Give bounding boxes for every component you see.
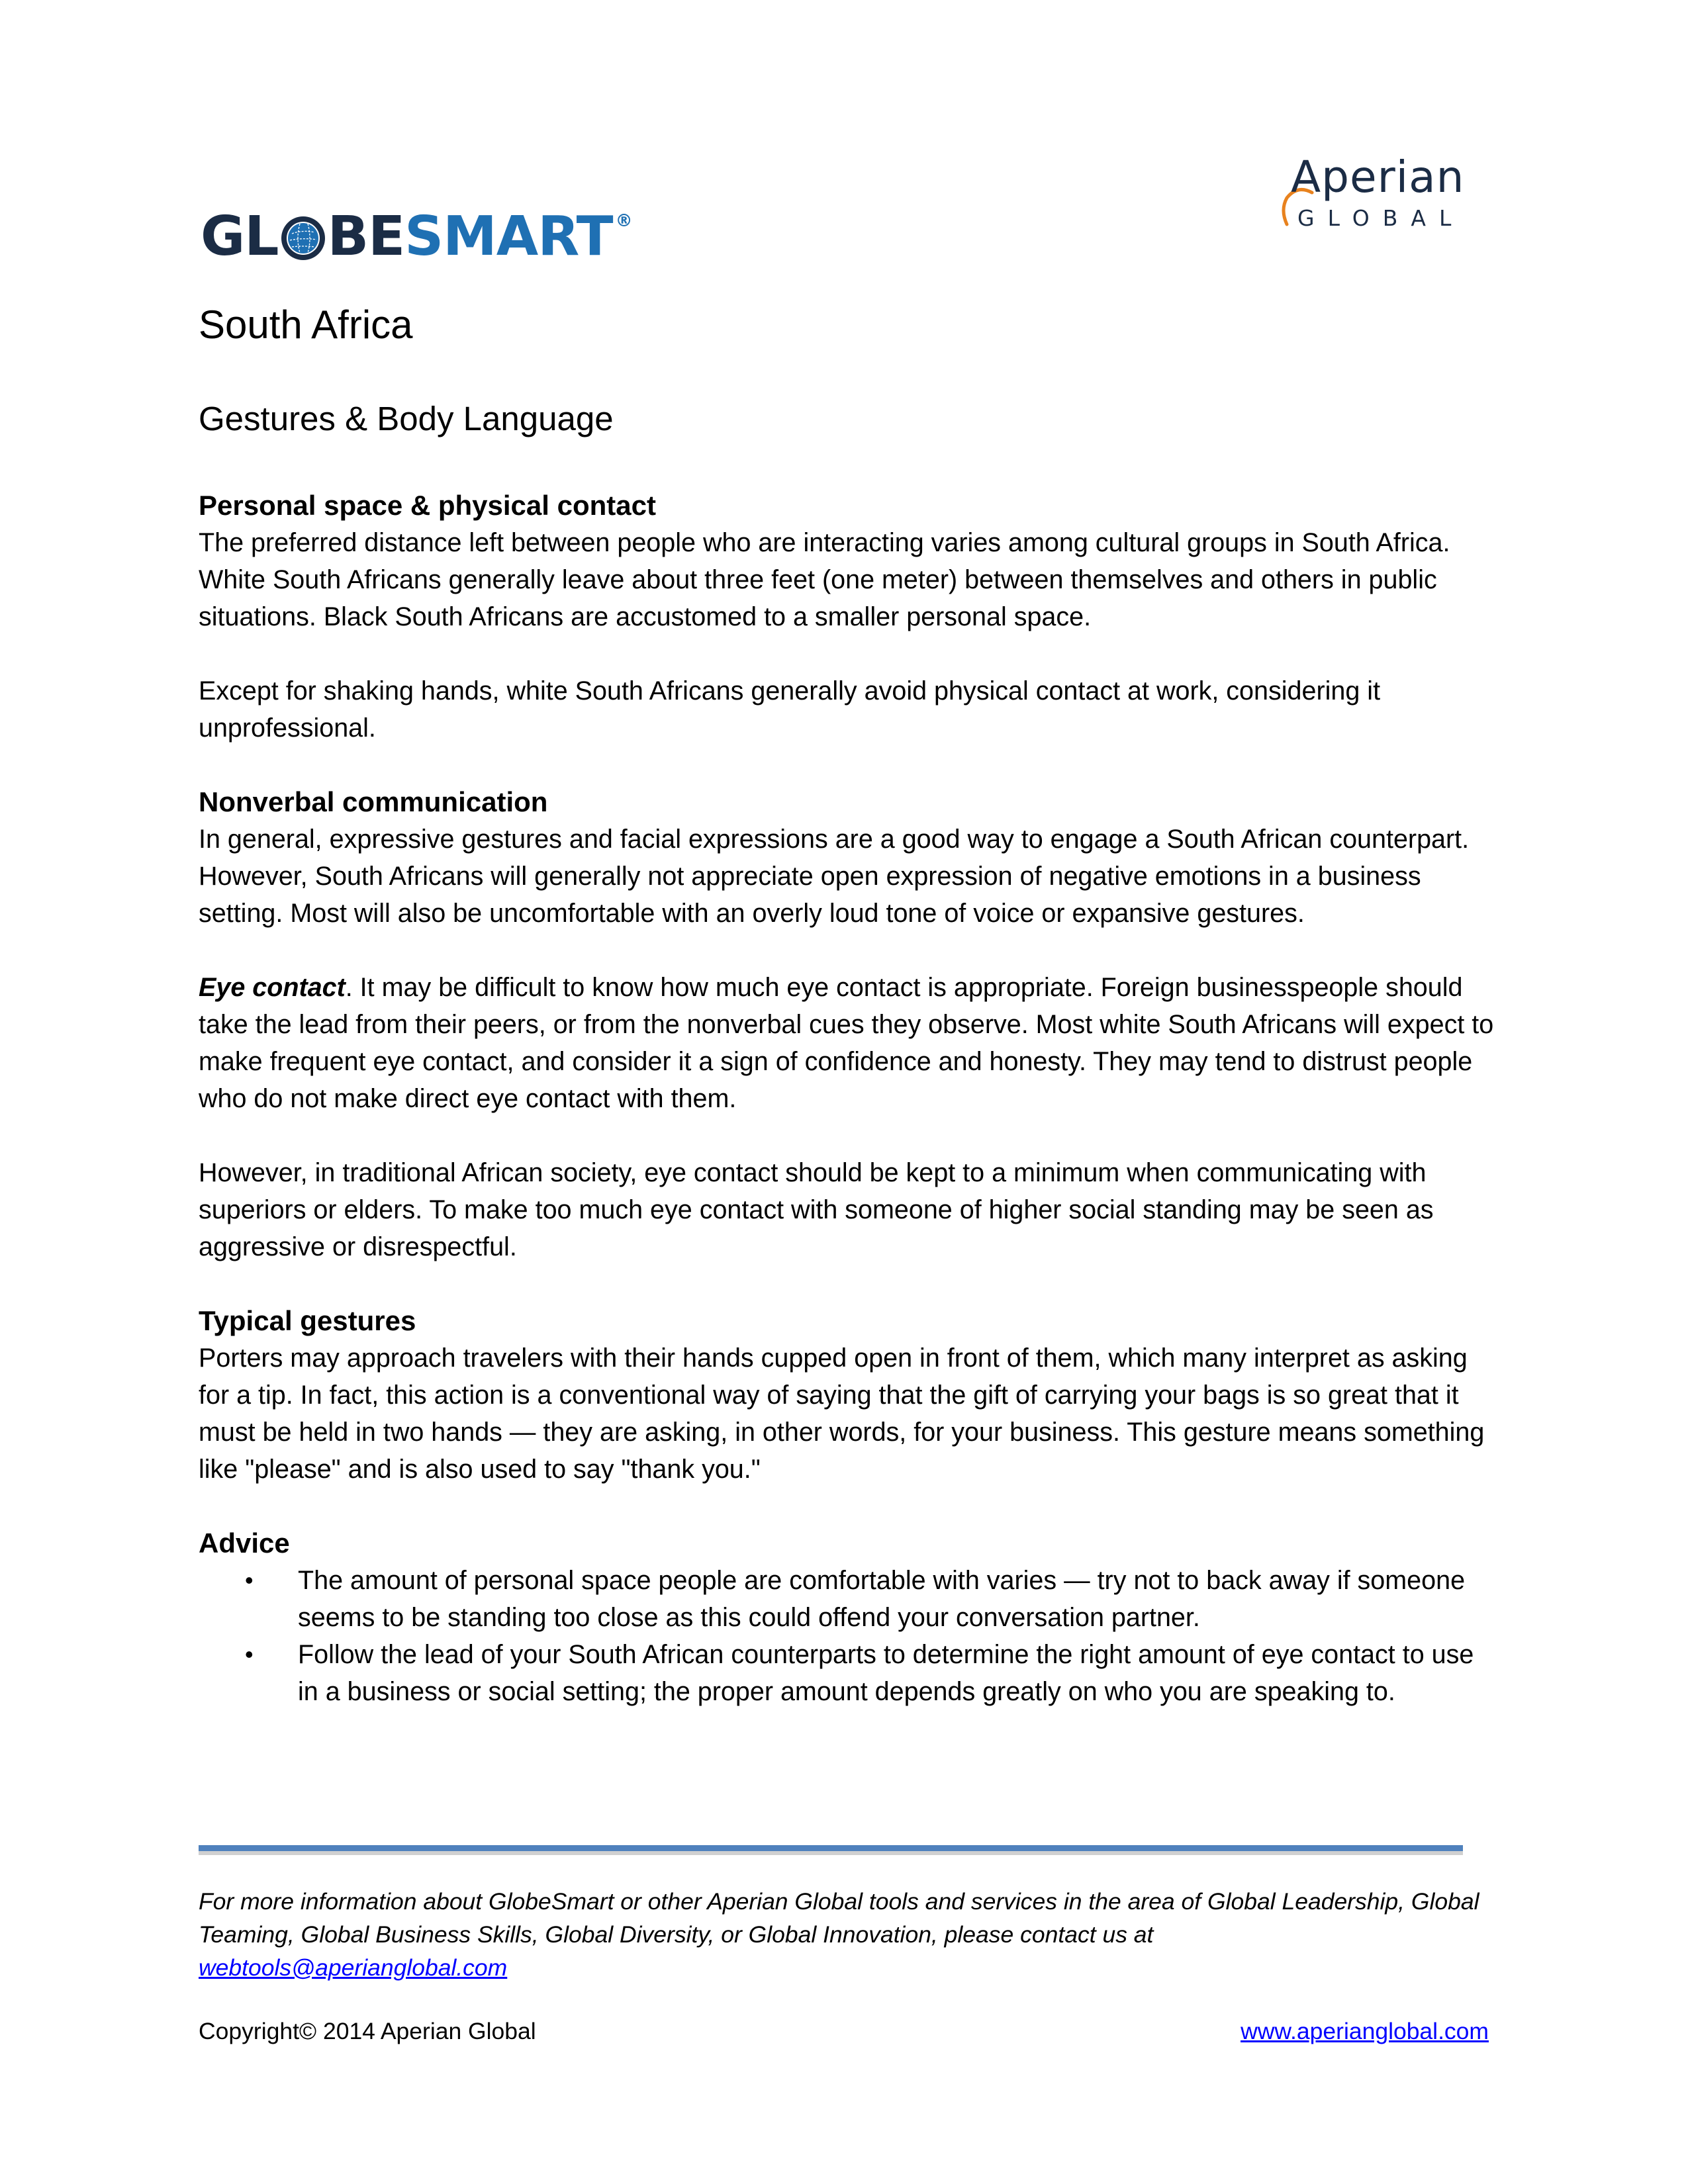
list-item-text: The amount of personal space people are comfortable with varies — try not to back away if someone seems to be standing too close as this could offend your conversation partner. (298, 1566, 1466, 1632)
registered-mark: ® (615, 211, 632, 231)
section-heading: Personal space & physical contact (199, 490, 656, 521)
logo-global-text: GLOBAL (1297, 205, 1465, 231)
logo-text-be: BE (327, 205, 405, 268)
footer-divider (199, 1845, 1463, 1851)
list-item (199, 1636, 1496, 1710)
paragraph: In general, expressive gestures and facial expressions are a good way to engage a South African counterpart. However, South Africans will generally not appreciate open expression of negative emotions in a business setting. Most will also be uncomfortable with an overly loud tone of voice or expansive gestures. (199, 825, 1470, 928)
advice-list (199, 1562, 1496, 1710)
section-nonverbal (199, 784, 1496, 1265)
list-item (199, 1562, 1496, 1636)
paragraph: However, in traditional African society, eye contact should be kept to a minimum when communicating with superiors or elders. To make too much eye contact with someone of higher social standing may be seen as aggressive or disrespectful. (199, 1158, 1434, 1261)
paragraph: The preferred distance left between people who are interacting varies among cultural groups in South Africa. White South Africans generally leave about three feet (one meter) between themselves and others in public situations. Black South Africans are accustomed to a smaller personal space. (199, 528, 1450, 631)
topic-title: Gestures & Body Language (199, 400, 614, 437)
logo-text-gl: GL (201, 205, 279, 268)
globe-icon (280, 215, 326, 261)
section-heading: Advice (199, 1527, 290, 1559)
list-item-text: Follow the lead of your South African counterparts to determine the right amount of eye contact to use in a business or social setting; the proper amount depends greatly on who you are speaking to. (298, 1640, 1474, 1706)
section-heading: Nonverbal communication (199, 786, 548, 817)
country-title: South Africa (199, 302, 413, 347)
website-link[interactable]: www.aperianglobal.com (1241, 2018, 1489, 2044)
footer-divider-shadow (199, 1851, 1463, 1855)
aperian-global-logo (1271, 152, 1470, 235)
main-content (199, 487, 1496, 1710)
logo-text-smart: SMART (404, 205, 613, 268)
section-personal-space (199, 487, 1496, 747)
eye-contact-lead: Eye contact (199, 973, 346, 1002)
footer-info (199, 1885, 1496, 1984)
bullet-icon: • (245, 1641, 254, 1668)
section-heading: Typical gestures (199, 1305, 416, 1336)
footer-info-text: For more information about GlobeSmart or other Aperian Global tools and services in the area of Global Leadership, Global Teaming, Global Business Skills, Global Diversity, or Global Innovation, please contact us at (199, 1888, 1479, 1948)
section-typical-gestures (199, 1302, 1496, 1488)
section-advice (199, 1525, 1496, 1710)
eye-contact-text: . It may be difficult to know how much eye contact is appropriate. Foreign businesspeople should take the lead from their peers, or from the nonverbal cues they observe. Most white South Africans will expect to make frequent eye contact, and consider it a sign of confidence and honesty. They may tend to distrust people who do not make direct eye contact with them. (199, 973, 1494, 1113)
bullet-icon: • (245, 1567, 254, 1594)
paragraph: Porters may approach travelers with their hands cupped open in front of them, which many interpret as asking for a tip. In fact, this action is a conventional way of saying that the gift of carrying your bags is so great that it must be held in two hands — they are asking, in other words, for your business. This gesture means something like "please" and is also used to say "thank you." (199, 1343, 1485, 1484)
email-link[interactable]: webtools@aperianglobal.com (199, 1954, 508, 1981)
paragraph-eye-contact (199, 969, 1496, 1117)
copyright: Copyright© 2014 Aperian Global (199, 2018, 536, 2044)
logo-aperian-text: Aperian (1291, 152, 1465, 203)
paragraph: Except for shaking hands, white South Africans generally avoid physical contact at work, considering it unprofessional. (199, 676, 1381, 743)
globesmart-logo (201, 205, 632, 268)
